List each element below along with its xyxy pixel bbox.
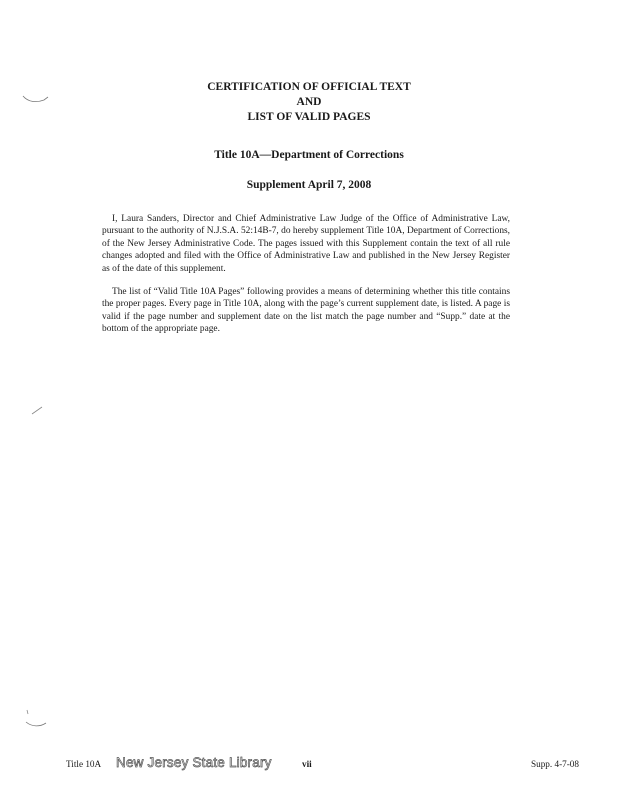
supplement-date-line: Supplement April 7, 2008 <box>246 179 372 191</box>
library-watermark: New Jersey State Library <box>116 755 272 770</box>
heading-line-3: LIST OF VALID PAGES <box>247 111 371 123</box>
scan-mark-middle <box>30 404 44 416</box>
footer-title: Title 10A <box>66 759 102 769</box>
certification-paragraph: I, Laura Sanders, Director and Chief Administrative Law Judge of the Office of Administrative Law, pursuant to the authority of N.J.S.A. 52:14B-7, do hereby supplement Title 10A, Department of Corrections, of the New Jersey Administrative Code. The pages issued with this Supplement contain the text of all rule changes adopted and filed with the Office of Administrative Law and published in the New Jersey Register as of the date of this supplement. <box>102 214 510 274</box>
footer-supplement-date: Supp. 4-7-08 <box>531 759 579 769</box>
scan-mark-bottom <box>24 708 52 730</box>
page-number: vii <box>302 759 312 769</box>
heading-line-1: CERTIFICATION OF OFFICIAL TEXT <box>207 81 411 93</box>
title-line: Title 10A—Department of Corrections <box>214 149 404 161</box>
certification-heading <box>0 80 618 125</box>
heading-line-2: AND <box>296 96 322 108</box>
valid-pages-paragraph: The list of “Valid Title 10A Pages” following provides a means of determining whether this title contains the proper pages. Every page in Title 10A, along with the page’s current supplement date, is listed. A page is valid if the page number and supplement date on the list match the page number and “Supp.” date at the bottom of the appropriate page. <box>102 287 510 335</box>
